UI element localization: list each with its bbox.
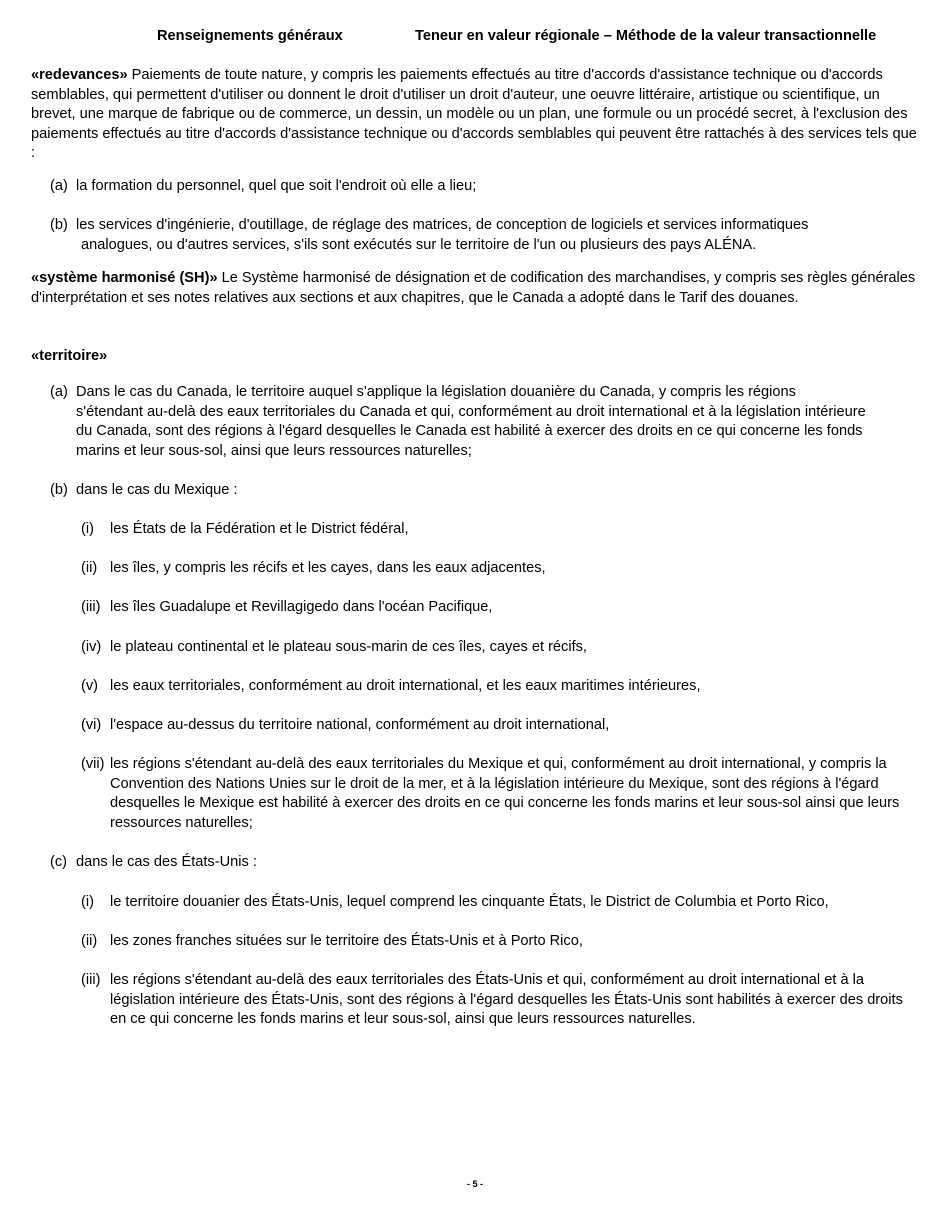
list-text: les services d'ingénierie, d'outillage, de réglage des matrices, de conception de logiciels et services informatiques bbox=[76, 217, 809, 233]
list-text: dans le cas des États-Unis : bbox=[76, 854, 257, 870]
sub-list-text: l'espace au-dessus du territoire national, conformément au droit international, bbox=[110, 717, 610, 733]
header-document-title: Teneur en valeur régionale – Méthode de la valeur transactionnelle bbox=[415, 28, 877, 44]
definition-sh bbox=[31, 269, 921, 308]
list-text: la formation du personnel, quel que soit l'endroit où elle a lieu; bbox=[76, 178, 477, 194]
sub-list-text: les zones franches situées sur le territoire des États-Unis et à Porto Rico, bbox=[110, 933, 583, 949]
list-text: Dans le cas du Canada, le territoire auquel s'applique la législation douanière du Canada, y compris les régions bbox=[76, 384, 796, 400]
list-label: (b) bbox=[50, 482, 68, 498]
sub-list-label: (ii) bbox=[81, 560, 98, 576]
list-text-continuation: analogues, ou d'autres services, s'ils sont exécutés sur le territoire de l'un ou plusieurs des pays ALÉNA. bbox=[81, 236, 757, 253]
definition-text: Paiements de toute nature, y compris les paiements effectués au titre d'accords d'assistance technique ou d'accords semblables, qui permettent d'utiliser ou donnent le droit d'utiliser un droit d'auteur, une oeuvre littéraire, artistique ou scientifique, un brevet, une marque de fabrique ou de commerce, un dessin, un modèle ou un plan, une formule ou un procédé secret, à l'exclusion des paiements effectués au titre d'accords d'assistance technique ou d'accords semblables qui peuvent être rattachés à des services tels que : bbox=[31, 67, 917, 161]
sub-list-label: (v) bbox=[81, 678, 99, 694]
list-text-continuation: s'étendant au-delà des eaux territoriales du Canada et qui, conformément au droit international et à la législation intérieure du Canada, sont des régions à l'égard desquelles le Canada est habilité à exercer des droits en ce qui concerne les fonds marins et leur sous-sol, ainsi que leurs ressources naturelles; bbox=[76, 403, 866, 459]
list-text-block bbox=[76, 216, 916, 255]
list-text-block bbox=[76, 383, 876, 461]
sub-list-text: le plateau continental et le plateau sous-marin de ces îles, cayes et récifs, bbox=[110, 639, 587, 655]
sub-list-label: (iii) bbox=[81, 599, 101, 615]
sub-list-text: les États de la Fédération et le District fédéral, bbox=[110, 521, 409, 537]
sub-list-text: les régions s'étendant au-delà des eaux territoriales des États-Unis et qui, conformément au droit international et à la législation intérieure des États-Unis, sont des régions à l'égard desquelles les États-Unis sont habilités à exercer des droits en ce qui concerne les fonds marins et leur sous-sol, ainsi que leurs ressources naturelles. bbox=[110, 972, 903, 1027]
sub-list-text: le territoire douanier des États-Unis, lequel comprend les cinquante États, le District de Columbia et Porto Rico, bbox=[110, 894, 829, 910]
term-redevances: «redevances» bbox=[31, 67, 128, 83]
sub-list-label: (vii) bbox=[81, 756, 105, 772]
definition-redevances bbox=[31, 66, 921, 164]
term-territoire: «territoire» bbox=[31, 348, 108, 364]
sub-list-text: les îles, y compris les récifs et les cayes, dans les eaux adjacentes, bbox=[110, 560, 546, 576]
sub-list-label: (iv) bbox=[81, 639, 102, 655]
sub-list-label: (i) bbox=[81, 894, 94, 910]
sub-list-text: les régions s'étendant au-delà des eaux territoriales du Mexique et qui, conformément au droit international, y compris la Convention des Nations Unies sur le droit de la mer, et à la législation intérieure du Mexique, sont des régions à l'égard desquelles le Mexique est habilité à exercer des droits en ce qui concerne les fonds marins et leur sous-sol ainsi que leurs ressources naturelles; bbox=[110, 756, 900, 831]
page-number: - 5 - bbox=[466, 1179, 483, 1189]
list-label: (c) bbox=[50, 854, 68, 870]
header-section-title: Renseignements généraux bbox=[157, 28, 343, 44]
sub-list-label: (ii) bbox=[81, 933, 98, 949]
list-text: dans le cas du Mexique : bbox=[76, 482, 238, 498]
term-sh: «système harmonisé (SH)» bbox=[31, 270, 218, 286]
sub-list-label: (vi) bbox=[81, 717, 102, 733]
sub-list-label: (iii) bbox=[81, 972, 101, 988]
list-label: (b) bbox=[50, 217, 68, 233]
definition-text: Le Système harmonisé de désignation et de codification des marchandises, y compris ses règles générales d'interprétation et ses notes relatives aux sections et aux chapitres, que le Canada a adopté dans le Tarif des douanes. bbox=[31, 270, 916, 306]
sub-list-label: (i) bbox=[81, 521, 94, 537]
sub-list-text: les eaux territoriales, conformément au droit international, et les eaux maritimes intérieures, bbox=[110, 678, 701, 694]
list-label: (a) bbox=[50, 178, 68, 194]
sub-list-text: les îles Guadalupe et Revillagigedo dans l'océan Pacifique, bbox=[110, 599, 493, 615]
list-label: (a) bbox=[50, 384, 68, 400]
